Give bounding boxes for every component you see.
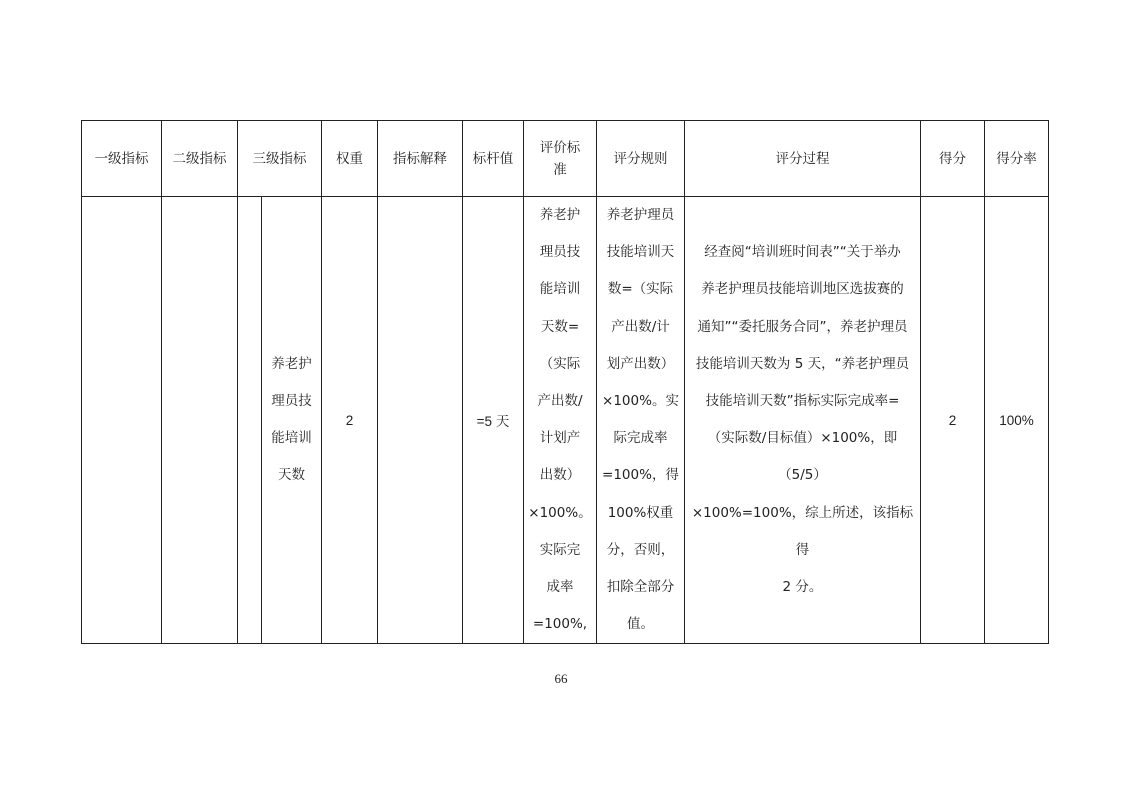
header-level2: 二级指标 [162,121,238,197]
cell-benchmark: =5 天 [463,197,524,644]
header-level1: 一级指标 [82,121,162,197]
rules-text: 养老护理员 技能培训天 数=（实际 产出数/计 划产出数） ×100%。实 际完成率 =100%，得 100%权重 分，否则， 扣除全部分 值。 [602,207,679,633]
table-row [82,197,1049,644]
header-score-rate: 得分率 [985,121,1049,197]
cell-rules [597,197,685,644]
cell-level2 [162,197,238,644]
cell-score: 2 [921,197,985,644]
page-number: 66 [554,671,568,686]
header-benchmark: 标杆值 [463,121,524,197]
header-score: 得分 [921,121,985,197]
header-weight: 权重 [322,121,378,197]
evaluation-table [81,120,1049,644]
header-rules: 评分规则 [597,121,685,197]
cell-level3 [262,197,322,644]
header-row [82,121,1049,197]
header-criteria [524,121,597,197]
level3-text: 养老护 理员技 能培训 天数 [271,355,312,484]
header-process: 评分过程 [685,121,921,197]
process-text: 经查阅“培训班时间表”“关于举办 养老护理员技能培训地区选拔赛的 通知”“委托服务合同”，养老护理员 技能培训天数为 5 天，“养老护理员 技能培训天数”指标实际完成率= （实际数/目标值）×100%，即（5/5） ×100%=100%，综上所述，该指标得 2 分。 [691,244,914,596]
cell-level3-spacer [238,197,262,644]
header-criteria-text: 评价标 准 [539,139,581,178]
criteria-text: 养老护 理员技 能培训 天数= （实际 产出数/ 计划产 出数） ×100%。 实际完 成率 =100%, [528,207,592,633]
header-explanation: 指标解释 [378,121,463,197]
cell-score-rate: 100% [985,197,1049,644]
cell-explanation [378,197,463,644]
cell-process [685,197,921,644]
cell-weight: 2 [322,197,378,644]
header-level3: 三级指标 [238,121,322,197]
cell-level1 [82,197,162,644]
cell-criteria [524,197,597,644]
